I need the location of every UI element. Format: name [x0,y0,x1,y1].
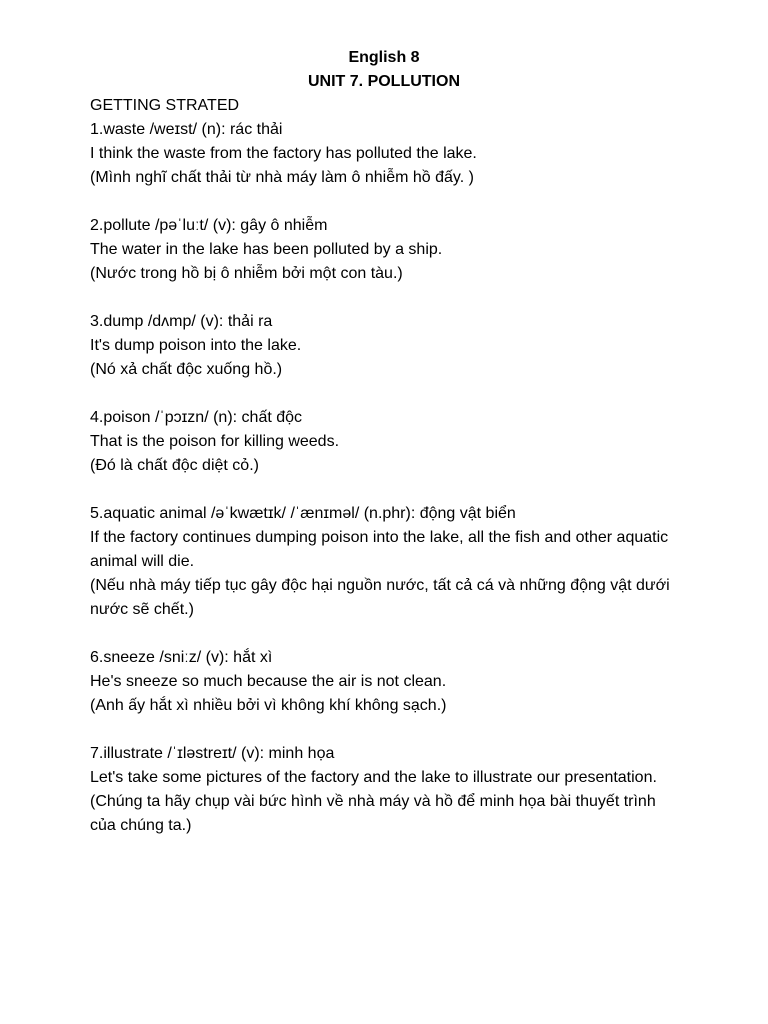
vocab-entry-3 [90,310,690,382]
document-page [90,46,690,838]
spacer [90,622,690,646]
vocab-entry-2 [90,214,690,286]
example-vietnamese: (Mình nghĩ chất thải từ nhà máy làm ô nhiễm hồ đấy. ) [90,169,474,186]
vocab-term: 2.pollute /pəˈluːt/ (v): gây ô nhiễm [90,217,328,234]
vocab-entry-1 [90,118,690,190]
example-english: That is the poison for killing weeds. [90,433,340,450]
vocab-entry-7 [90,742,690,838]
example-vietnamese: (Đó là chất độc diệt cỏ.) [90,457,259,474]
example-english: The water in the lake has been polluted by a ship. [90,241,443,258]
example-vietnamese: (Anh ấy hắt xì nhiều bởi vì không khí không sạch.) [90,697,447,714]
example-vietnamese: (Nếu nhà máy tiếp tục gây độc hại nguồn nước, tất cả cá và những động vật dưới nước sẽ chết.) [90,577,670,618]
vocab-term: 7.illustrate /ˈɪləstreɪt/ (v): minh họa [90,745,335,762]
example-vietnamese: (Chúng ta hãy chụp vài bức hình về nhà máy và hồ để minh họa bài thuyết trình của chúng ta.) [90,793,656,834]
spacer [90,286,690,310]
example-english: I think the waste from the factory has polluted the lake. [90,145,477,162]
vocab-term: 6.sneeze /sniːz/ (v): hắt xì [90,649,273,666]
vocab-entry-6 [90,646,690,718]
vocab-term: 1.waste /weɪst/ (n): rác thải [90,121,283,138]
course-title: English 8 [348,49,420,66]
example-english: If the factory continues dumping poison into the lake, all the fish and other aquatic animal will die. [90,529,669,570]
vocab-term: 4.poison /ˈpɔɪzn/ (n): chất độc [90,409,303,426]
vocab-entry-5 [90,502,690,622]
spacer [90,478,690,502]
vocab-entry-4 [90,406,690,478]
spacer [90,382,690,406]
unit-title: UNIT 7. POLLUTION [308,73,460,90]
spacer [90,718,690,742]
example-vietnamese: (Nó xả chất độc xuống hồ.) [90,361,283,378]
vocab-term: 5.aquatic animal /əˈkwætɪk/ /ˈænɪməl/ (n.phr): động vật biển [90,505,516,522]
example-vietnamese: (Nước trong hồ bị ô nhiễm bởi một con tàu.) [90,265,403,282]
spacer [90,190,690,214]
section-title: GETTING STRATED [90,97,240,114]
vocab-term: 3.dump /dʌmp/ (v): thải ra [90,313,273,330]
example-english: It's dump poison into the lake. [90,337,302,354]
example-english: He's sneeze so much because the air is not clean. [90,673,447,690]
example-english: Let's take some pictures of the factory and the lake to illustrate our presentation. [90,769,657,786]
